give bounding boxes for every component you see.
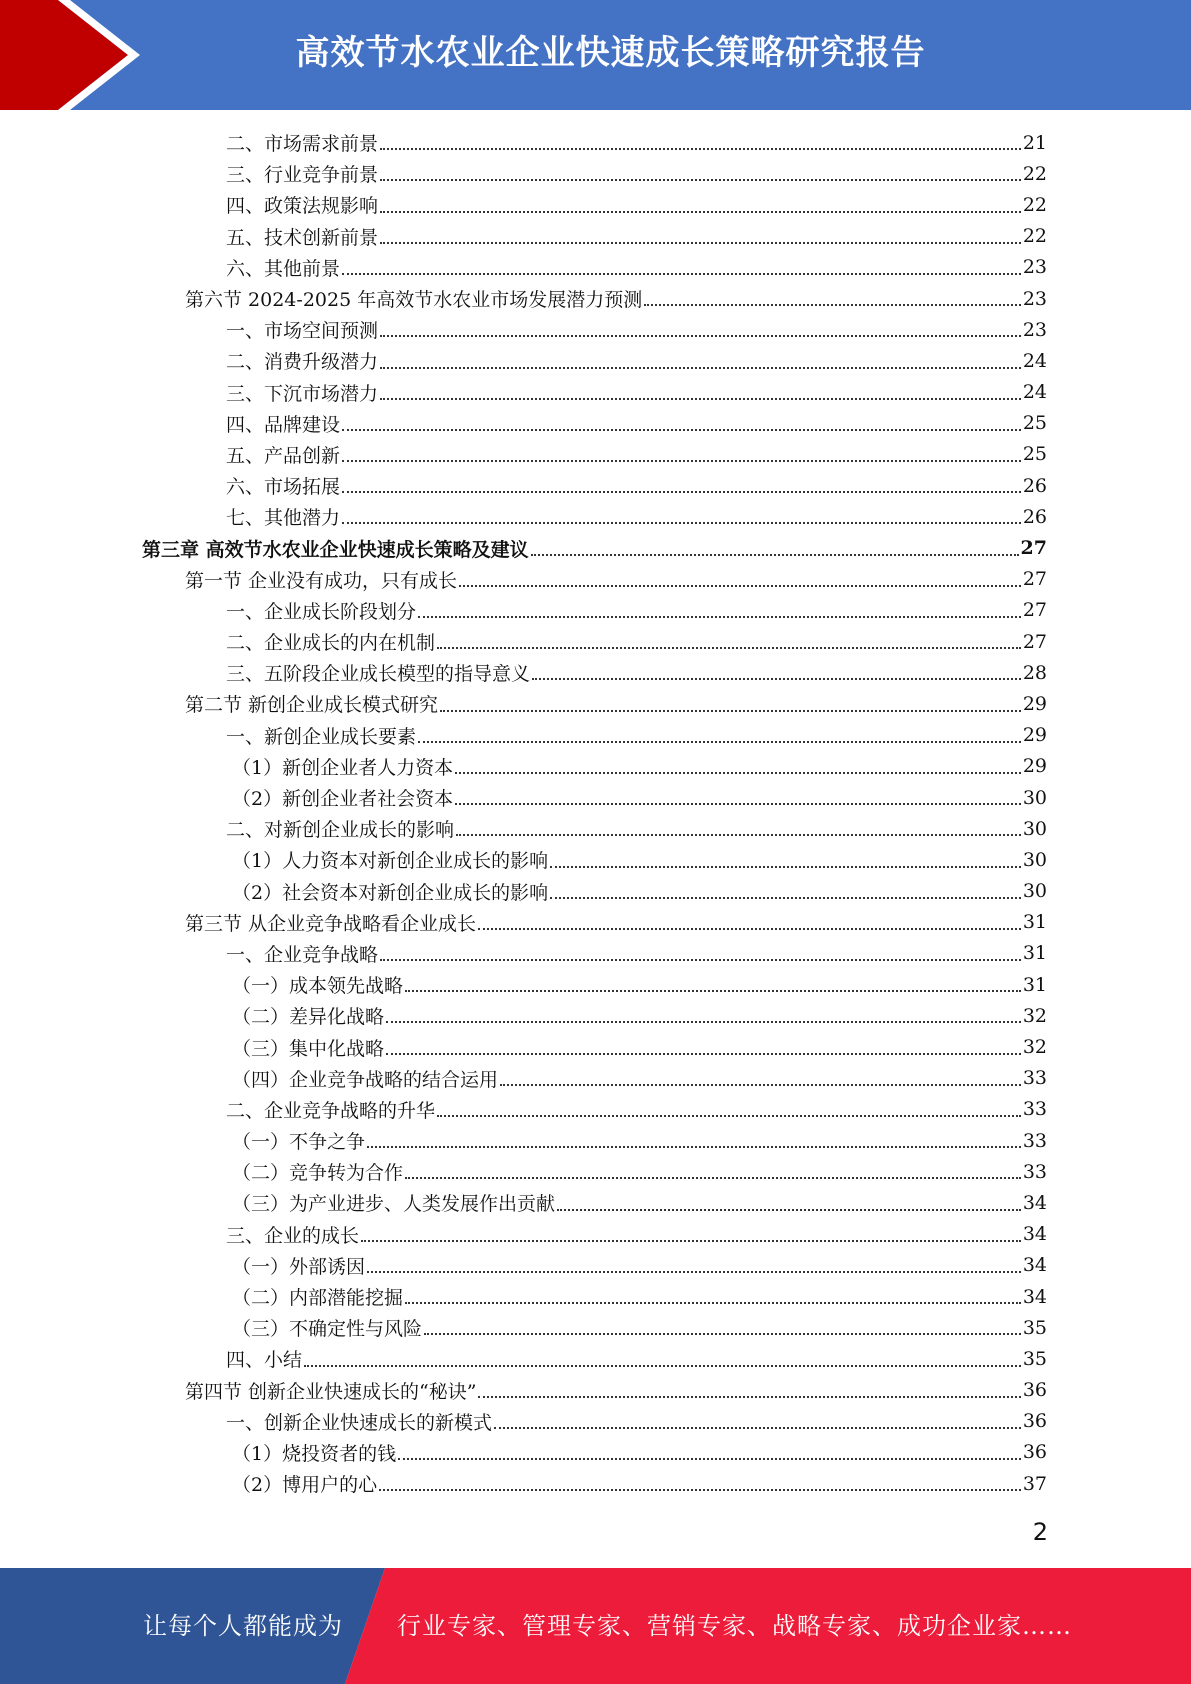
footer-banner xyxy=(0,1568,1191,1684)
toc-entry[interactable] xyxy=(0,1343,1191,1374)
toc-entry-page: 30 xyxy=(1022,848,1047,871)
toc-dot-leader xyxy=(342,273,1021,275)
toc-entry[interactable] xyxy=(0,1375,1191,1406)
toc-entry-page: 30 xyxy=(1022,880,1047,903)
toc-entry[interactable] xyxy=(0,221,1191,252)
toc-entry-page: 36 xyxy=(1022,1441,1047,1464)
toc-entry[interactable] xyxy=(0,158,1191,189)
toc-entry-title: （一）不争之争 xyxy=(232,1131,366,1154)
toc-entry[interactable] xyxy=(0,688,1191,719)
toc-dot-leader xyxy=(532,678,1021,680)
toc-entry-title: （2）社会资本对新创企业成长的影响 xyxy=(232,881,549,904)
toc-entry[interactable] xyxy=(0,564,1191,595)
toc-entry-title: （二）竞争转为合作 xyxy=(232,1162,404,1185)
toc-entry[interactable] xyxy=(0,844,1191,875)
toc-entry-page: 23 xyxy=(1022,287,1047,310)
toc-entry[interactable] xyxy=(0,876,1191,907)
toc-dot-leader xyxy=(386,1021,1021,1023)
toc-dot-leader xyxy=(342,522,1021,524)
toc-dot-leader xyxy=(424,1333,1021,1335)
toc-entry-page: 22 xyxy=(1022,162,1047,185)
toc-entry-title: （三）不确定性与风险 xyxy=(232,1318,423,1341)
toc-entry-page: 25 xyxy=(1022,443,1047,466)
toc-entry-title: （一）成本领先战略 xyxy=(232,975,404,998)
toc-entry[interactable] xyxy=(0,1000,1191,1031)
toc-entry-page: 21 xyxy=(1022,131,1047,154)
page-number: 2 xyxy=(1032,1518,1048,1546)
toc-entry-title: 六、市场拓展 xyxy=(226,476,341,499)
toc-entry[interactable] xyxy=(0,1094,1191,1125)
table-of-contents xyxy=(0,127,1191,1499)
toc-entry[interactable] xyxy=(0,377,1191,408)
toc-entry[interactable] xyxy=(0,813,1191,844)
toc-dot-leader xyxy=(367,1271,1021,1273)
toc-entry-page: 32 xyxy=(1022,1004,1047,1027)
toc-entry[interactable] xyxy=(0,501,1191,532)
toc-entry-title: 二、企业成长的内在机制 xyxy=(226,632,436,655)
toc-dot-leader xyxy=(531,554,1019,556)
toc-dot-leader xyxy=(380,959,1021,961)
toc-entry-page: 27 xyxy=(1022,568,1047,591)
toc-entry-page: 30 xyxy=(1022,786,1047,809)
toc-entry[interactable] xyxy=(0,782,1191,813)
toc-entry-title: （1）烧投资者的钱 xyxy=(232,1442,397,1465)
toc-entry-title: 二、对新创企业成长的影响 xyxy=(226,819,455,842)
toc-entry-page: 26 xyxy=(1022,505,1047,528)
toc-dot-leader xyxy=(478,928,1021,930)
toc-entry-title: （2）新创企业者社会资本 xyxy=(232,788,454,811)
arrow-chevron-icon xyxy=(0,0,160,110)
toc-entry[interactable] xyxy=(0,720,1191,751)
toc-dot-leader xyxy=(380,367,1021,369)
toc-dot-leader xyxy=(367,1146,1021,1148)
toc-dot-leader xyxy=(405,1177,1021,1179)
toc-entry-page: 35 xyxy=(1022,1347,1047,1370)
toc-entry-page: 30 xyxy=(1022,817,1047,840)
toc-entry-title: 第六节 2024-2025 年高效节水农业市场发展潜力预测 xyxy=(185,289,643,312)
toc-entry[interactable] xyxy=(0,127,1191,158)
toc-dot-leader xyxy=(405,1302,1021,1304)
toc-dot-leader xyxy=(380,335,1021,337)
toc-entry-title: 一、市场空间预测 xyxy=(226,320,379,343)
toc-entry-title: 二、消费升级潜力 xyxy=(226,351,379,374)
toc-entry-page: 33 xyxy=(1022,1129,1047,1152)
toc-entry-title: 五、技术创新前景 xyxy=(226,226,379,249)
toc-entry-page: 24 xyxy=(1022,381,1047,404)
toc-entry[interactable] xyxy=(0,470,1191,501)
toc-entry[interactable] xyxy=(0,1187,1191,1218)
toc-entry[interactable] xyxy=(0,439,1191,470)
toc-entry-title: 第二节 新创企业成长模式研究 xyxy=(185,694,439,717)
toc-dot-leader xyxy=(644,304,1021,306)
toc-entry-page: 23 xyxy=(1022,318,1047,341)
footer-slogan-right: 行业专家、管理专家、营销专家、战略专家、成功企业家…… xyxy=(397,1612,1072,1640)
toc-entry-page: 24 xyxy=(1022,349,1047,372)
toc-entry[interactable] xyxy=(0,1281,1191,1312)
toc-entry-page: 27 xyxy=(1022,630,1047,653)
toc-entry-page: 36 xyxy=(1022,1379,1047,1402)
toc-entry[interactable] xyxy=(0,1125,1191,1156)
toc-entry-title: 五、产品创新 xyxy=(226,444,341,467)
toc-dot-leader xyxy=(455,772,1021,774)
toc-entry[interactable] xyxy=(0,657,1191,688)
toc-entry-title: 六、其他前景 xyxy=(226,257,341,280)
toc-entry-title: （三）为产业进步、人类发展作出贡献 xyxy=(232,1193,556,1216)
toc-entry-title: 四、品牌建设 xyxy=(226,413,341,436)
toc-entry-title: 三、企业的成长 xyxy=(226,1224,360,1247)
toc-entry-title: （二）差异化战略 xyxy=(232,1006,385,1029)
toc-entry-title: 一、企业成长阶段划分 xyxy=(226,600,417,623)
toc-entry-page: 31 xyxy=(1022,942,1047,965)
toc-entry[interactable] xyxy=(0,1031,1191,1062)
toc-entry-title: 一、新创企业成长要素 xyxy=(226,725,417,748)
toc-entry[interactable] xyxy=(0,1156,1191,1187)
toc-entry-page: 34 xyxy=(1022,1254,1047,1277)
toc-entry[interactable] xyxy=(0,189,1191,220)
toc-dot-leader xyxy=(398,1458,1021,1460)
toc-dot-leader xyxy=(500,1084,1021,1086)
toc-entry[interactable] xyxy=(0,595,1191,626)
toc-entry-page: 37 xyxy=(1022,1472,1047,1495)
toc-entry-page: 26 xyxy=(1022,474,1047,497)
toc-dot-leader xyxy=(380,398,1021,400)
toc-entry-title: （1）新创企业者人力资本 xyxy=(232,756,454,779)
toc-entry-title: 四、政策法规影响 xyxy=(226,195,379,218)
toc-entry-page: 31 xyxy=(1022,911,1047,934)
toc-entry[interactable] xyxy=(0,1250,1191,1281)
toc-entry[interactable] xyxy=(0,907,1191,938)
toc-entry-title: （三）集中化战略 xyxy=(232,1037,385,1060)
toc-entry-title: （一）外部诱因 xyxy=(232,1255,366,1278)
toc-entry[interactable] xyxy=(0,751,1191,782)
toc-dot-leader xyxy=(379,1489,1021,1491)
toc-entry[interactable] xyxy=(0,1406,1191,1437)
toc-dot-leader xyxy=(304,1365,1021,1367)
toc-entry-title: 三、五阶段企业成长模型的指导意义 xyxy=(226,663,531,686)
toc-entry[interactable] xyxy=(0,1312,1191,1343)
toc-dot-leader xyxy=(456,834,1021,836)
toc-dot-leader xyxy=(380,179,1021,181)
toc-entry-title: （二）内部潜能挖掘 xyxy=(232,1287,404,1310)
toc-entry[interactable] xyxy=(0,345,1191,376)
toc-dot-leader xyxy=(405,990,1021,992)
toc-entry-title: 三、行业竞争前景 xyxy=(226,164,379,187)
toc-entry[interactable] xyxy=(0,1437,1191,1468)
toc-entry-page: 25 xyxy=(1022,412,1047,435)
toc-entry-page: 33 xyxy=(1022,1098,1047,1121)
toc-dot-leader xyxy=(342,429,1021,431)
toc-dot-leader xyxy=(550,866,1021,868)
toc-dot-leader xyxy=(557,1209,1021,1211)
toc-entry[interactable] xyxy=(0,408,1191,439)
toc-dot-leader xyxy=(342,491,1021,493)
toc-dot-leader xyxy=(380,242,1021,244)
toc-entry-title: （四）企业竞争战略的结合运用 xyxy=(232,1068,499,1091)
toc-entry-page: 27 xyxy=(1020,537,1047,560)
toc-entry-page: 34 xyxy=(1022,1191,1047,1214)
toc-entry-page: 34 xyxy=(1022,1223,1047,1246)
toc-entry-page: 36 xyxy=(1022,1410,1047,1433)
toc-entry-title: 一、创新企业快速成长的新模式 xyxy=(226,1411,493,1434)
toc-entry-page: 22 xyxy=(1022,193,1047,216)
toc-entry[interactable] xyxy=(0,314,1191,345)
toc-entry-title: （1）人力资本对新创企业成长的影响 xyxy=(232,850,549,873)
toc-dot-leader xyxy=(440,710,1021,712)
toc-entry-page: 22 xyxy=(1022,225,1047,248)
footer-slogan-left: 让每个人都能成为 xyxy=(143,1612,343,1640)
toc-entry-title: 二、企业竞争战略的升华 xyxy=(226,1099,436,1122)
toc-entry-title: 第三章 高效节水农业企业快速成长策略及建议 xyxy=(142,538,529,561)
toc-dot-leader xyxy=(459,585,1021,587)
toc-entry-page: 27 xyxy=(1022,599,1047,622)
toc-dot-leader xyxy=(494,1427,1021,1429)
toc-entry-page: 33 xyxy=(1022,1067,1047,1090)
toc-entry[interactable] xyxy=(0,938,1191,969)
toc-entry-title: 第一节 企业没有成功，只有成长 xyxy=(185,569,458,592)
toc-dot-leader xyxy=(437,1115,1021,1117)
toc-entry-title: 第三节 从企业竞争战略看企业成长 xyxy=(185,912,477,935)
toc-dot-leader xyxy=(386,1053,1021,1055)
toc-dot-leader xyxy=(418,741,1021,743)
toc-dot-leader xyxy=(361,1240,1021,1242)
toc-dot-leader xyxy=(418,616,1021,618)
toc-entry-page: 29 xyxy=(1022,755,1047,778)
toc-dot-leader xyxy=(478,1396,1020,1398)
toc-entry[interactable] xyxy=(0,1219,1191,1250)
toc-entry-page: 31 xyxy=(1022,973,1047,996)
toc-dot-leader xyxy=(437,647,1021,649)
toc-entry-page: 35 xyxy=(1022,1316,1047,1339)
toc-entry[interactable] xyxy=(0,1063,1191,1094)
toc-dot-leader xyxy=(380,211,1021,213)
header-banner xyxy=(0,0,1191,110)
toc-dot-leader xyxy=(455,803,1021,805)
toc-entry[interactable] xyxy=(0,969,1191,1000)
toc-entry-page: 32 xyxy=(1022,1036,1047,1059)
toc-entry-page: 34 xyxy=(1022,1285,1047,1308)
toc-dot-leader xyxy=(380,148,1021,150)
toc-entry-page: 23 xyxy=(1022,256,1047,279)
toc-entry[interactable] xyxy=(0,532,1191,563)
toc-entry[interactable] xyxy=(0,283,1191,314)
toc-entry-title: 七、其他潜力 xyxy=(226,507,341,530)
toc-dot-leader xyxy=(550,897,1021,899)
toc-entry[interactable] xyxy=(0,1468,1191,1499)
toc-entry-title: 第四节 创新企业快速成长的“秘诀” xyxy=(185,1380,477,1403)
toc-entry[interactable] xyxy=(0,252,1191,283)
toc-entry-page: 29 xyxy=(1022,692,1047,715)
toc-entry-title: （2）博用户的心 xyxy=(232,1474,378,1497)
toc-entry-page: 29 xyxy=(1022,724,1047,747)
toc-entry-title: 三、下沉市场潜力 xyxy=(226,382,379,405)
toc-entry-title: 二、市场需求前景 xyxy=(226,133,379,156)
toc-entry-title: 一、企业竞争战略 xyxy=(226,943,379,966)
toc-dot-leader xyxy=(342,460,1021,462)
toc-entry-title: 四、小结 xyxy=(226,1349,303,1372)
page-title: 高效节水农业企业快速成长策略研究报告 xyxy=(295,33,926,73)
toc-entry[interactable] xyxy=(0,626,1191,657)
toc-entry-page: 33 xyxy=(1022,1160,1047,1183)
toc-entry-page: 28 xyxy=(1022,661,1047,684)
